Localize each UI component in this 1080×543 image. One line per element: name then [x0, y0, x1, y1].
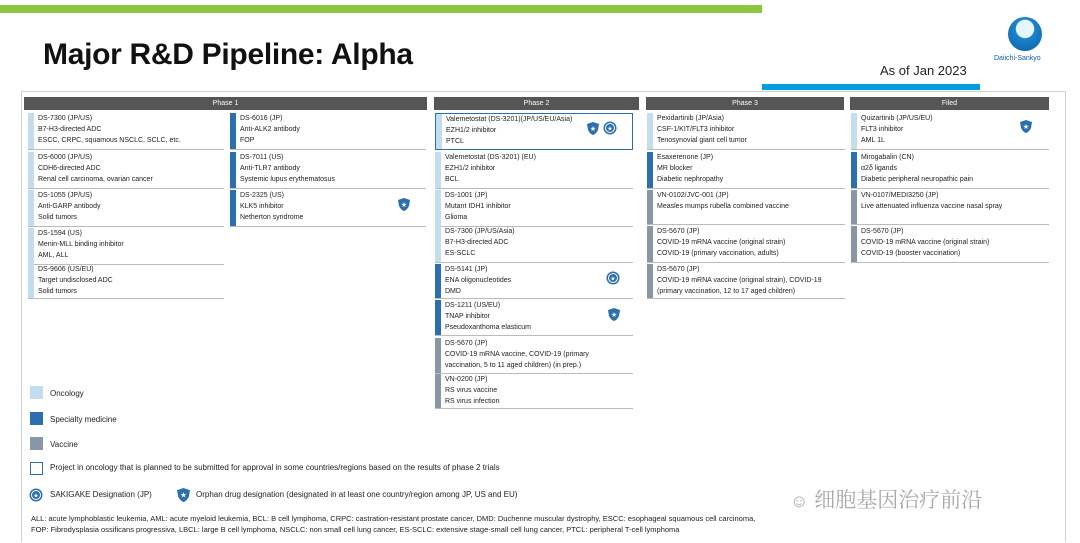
card-compound: Valemetostat (DS-3201)(JP/US/EU/Asia)	[446, 116, 573, 123]
sakigake-icon	[606, 271, 620, 285]
card-compound: VN-0102/JVC-001 (JP)	[657, 192, 729, 199]
top-green-bar	[0, 5, 762, 13]
card-compound: DS-2325 (US)	[240, 192, 284, 199]
card-mechanism: EZH1/2 inhibitor	[445, 165, 496, 172]
card-mechanism: COVID-19 mRNA vaccine (original strain)	[657, 239, 786, 246]
card-compound: Pexidartinib (JP/Asia)	[657, 115, 724, 122]
pipeline-card	[647, 113, 845, 150]
pipeline-card	[435, 300, 633, 336]
card-compound: DS-5670 (JP)	[861, 228, 904, 235]
card-mechanism: KLK5 inhibitor	[240, 203, 284, 210]
card-mechanism: Mutant IDH1 inhibitor	[445, 203, 511, 210]
phase1-header: Phase 1	[24, 97, 427, 110]
card-compound: DS-5670 (JP)	[657, 266, 700, 273]
card-compound: Esaxerenone (JP)	[657, 154, 714, 161]
card-compound: DS-5670 (JP)	[445, 340, 488, 347]
card-indication: AML 1L	[861, 137, 885, 144]
pipeline-card	[28, 228, 224, 265]
card-indication: Pseudoxanthoma elasticum	[445, 324, 531, 331]
pipeline-card	[647, 264, 845, 299]
orphan-drug-icon	[587, 122, 599, 135]
card-mechanism: Menin-MLL binding inhibitor	[38, 241, 124, 248]
pipeline-card	[230, 152, 426, 189]
pipeline-card	[647, 152, 845, 189]
pipeline-card	[851, 152, 1049, 189]
card-indication: Diabetic nephropathy	[657, 176, 724, 183]
svg-text:★: ★	[607, 126, 613, 133]
pipeline-card	[435, 338, 633, 374]
card-compound: DS-1211 (US/EU)	[445, 302, 501, 309]
card-indication: FOP	[240, 137, 255, 144]
svg-text:★: ★	[33, 493, 39, 500]
card-mechanism: RS virus vaccine	[445, 387, 498, 394]
pipeline-card	[435, 374, 633, 409]
card-mechanism: CSF-1/KIT/FLT3 inhibitor	[657, 126, 735, 133]
card-mechanism: COVID-19 mRNA vaccine (original strain), COVID-19 (primary vaccination, 12 to 17 aged children)	[657, 277, 822, 295]
legend-oncology-label: Oncology	[50, 389, 84, 398]
orphan-drug-icon	[608, 308, 620, 321]
pipeline-card	[28, 264, 224, 299]
pipeline-card	[28, 113, 224, 150]
pipeline-card-highlighted	[435, 113, 633, 150]
svg-text:★: ★	[400, 202, 408, 209]
card-compound: DS-7300 (JP/US)	[38, 115, 93, 122]
company-logo	[980, 5, 1080, 90]
card-mechanism: B7-H3-directed ADC	[445, 239, 509, 246]
pipeline-card	[230, 113, 426, 150]
svg-text:★: ★	[610, 276, 616, 283]
card-indication: COVID-19 (primary vaccination, adults)	[657, 250, 779, 257]
card-compound: Quizartinib (JP/US/EU)	[861, 115, 933, 122]
card-mechanism: ENA oligonucleotides	[445, 277, 512, 284]
legend-specialty-swatch	[30, 412, 43, 425]
card-compound: VN-0107/MEDI3250 (JP)	[861, 192, 939, 199]
legend-sakigake-icon	[29, 488, 43, 502]
card-compound: Mirogabalin (CN)	[861, 154, 914, 161]
card-compound: DS-5141 (JP)	[445, 266, 488, 273]
pipeline-card	[435, 264, 633, 299]
svg-text:★: ★	[610, 312, 618, 319]
legend-project-label: Project in oncology that is planned to be submitted for approval in some countries/regions based on the results of phase 2 trials	[50, 463, 500, 472]
card-mechanism: MR blocker	[657, 165, 693, 172]
logo-text: Daiichi-Sankyo	[994, 55, 1041, 62]
orphan-drug-icon	[1020, 120, 1032, 133]
abbreviations-line1: ALL: acute lymphoblastic leukemia, AML: acute myeloid leukemia, BCL: B cell lymphoma, CRPC: castration-resistant prostate cancer, DMD: Duchenne muscular dystrophy, ESCC: esophageal squamous cell carcinoma,	[31, 514, 756, 523]
top-blue-bar	[762, 84, 980, 90]
legend-vaccine-swatch	[30, 437, 43, 450]
page-title: Major R&D Pipeline: Alpha	[43, 38, 413, 71]
pipeline-card	[851, 113, 1049, 150]
card-compound: DS-5670 (JP)	[657, 228, 700, 235]
pipeline-card	[435, 152, 633, 189]
phase2-header: Phase 2	[434, 97, 639, 110]
card-indication: ES-SCLC	[445, 250, 476, 257]
card-compound: DS-1001 (JP)	[445, 192, 488, 199]
sakigake-icon	[603, 121, 617, 135]
card-indication: COVID-19 (booster vaccination)	[861, 250, 961, 257]
card-mechanism: EZH1/2 inhibitor	[446, 127, 497, 134]
as-of-date: As of Jan 2023	[880, 63, 967, 78]
pipeline-card	[851, 226, 1049, 263]
card-indication: Diabetic peripheral neuropathic pain	[861, 176, 974, 183]
card-indication: Systemic lupus erythematosus	[240, 176, 335, 183]
card-mechanism: COVID-19 mRNA vaccine, COVID-19 (primary vaccination, 5 to 11 aged children) (in prep.)	[445, 351, 589, 369]
pipeline-card	[230, 190, 426, 227]
watermark-text: 细胞基因治疗前沿	[814, 489, 983, 512]
card-mechanism: Live attenuated influenza vaccine nasal spray	[861, 203, 1003, 210]
logo-mark-icon	[1008, 17, 1042, 51]
svg-text:★: ★	[1022, 124, 1030, 131]
card-mechanism: TNAP inhibitor	[445, 313, 491, 320]
pipeline-card	[435, 190, 633, 227]
card-mechanism: Target undisclosed ADC	[38, 277, 113, 284]
abbreviations-line2: FOP: Fibrodysplasia ossificans progressiva, LBCL: large B cell lymphoma, NSCLC: non small cell lung cancer, ES-SCLC: extensive stage-small cell lung cancer, PTCL: peripheral T-cell lymphoma	[31, 525, 680, 534]
card-indication: ESCC, CRPC, squamous NSCLC, SCLC, etc.	[38, 137, 181, 144]
card-compound: DS-9606 (US/EU)	[38, 266, 94, 273]
pipeline-card	[851, 190, 1049, 225]
card-compound: DS-1594 (US)	[38, 230, 82, 237]
card-compound: Valemetostat (DS-3201) (EU)	[445, 154, 536, 161]
card-indication: PTCL	[446, 138, 464, 145]
card-mechanism: FLT3 inhibitor	[861, 126, 904, 133]
phase3-header: Phase 3	[646, 97, 844, 110]
card-indication: Solid tumors	[38, 288, 77, 295]
card-compound: DS-1055 (JP/US)	[38, 192, 93, 199]
pipeline-card	[28, 152, 224, 189]
card-mechanism: Anti-GARP antibody	[38, 203, 101, 210]
card-indication: RS virus infection	[445, 398, 500, 405]
card-compound: DS-7011 (US)	[240, 154, 284, 161]
pipeline-card	[647, 190, 845, 225]
legend-vaccine-label: Vaccine	[50, 440, 78, 449]
pipeline-card	[647, 226, 845, 263]
card-indication: Netherton syndrome	[240, 214, 304, 221]
card-mechanism: Anti-TLR7 antibody	[240, 165, 300, 172]
filed-header: Filed	[850, 97, 1049, 110]
card-indication: DMD	[445, 288, 461, 295]
svg-text:★: ★	[180, 490, 187, 500]
card-compound: VN-0200 (JP)	[445, 376, 488, 383]
legend-project-swatch	[30, 462, 43, 475]
pipeline-card	[435, 226, 633, 263]
card-mechanism: B7-H3-directed ADC	[38, 126, 102, 133]
card-compound: DS-7300 (JP/US/Asia)	[445, 228, 515, 235]
pipeline-card	[28, 190, 224, 227]
legend-oncology-swatch	[30, 386, 43, 399]
svg-text:★: ★	[589, 126, 597, 133]
wechat-icon: ☺	[790, 491, 809, 511]
card-mechanism: α2δ ligands	[861, 165, 897, 172]
card-indication: Solid tumors	[38, 214, 77, 221]
card-indication: BCL	[445, 176, 459, 183]
legend-orphan-icon	[177, 488, 190, 502]
orphan-drug-icon	[398, 198, 410, 211]
card-mechanism: Measles mumps rubella combined vaccine	[657, 203, 789, 210]
legend-specialty-label: Specialty medicine	[50, 415, 117, 424]
card-indication: Renal cell carcinoma, ovarian cancer	[38, 176, 153, 183]
card-indication: Glioma	[445, 214, 468, 221]
card-compound: DS-6016 (JP)	[240, 115, 283, 122]
card-indication: AML, ALL	[38, 252, 69, 259]
card-mechanism: Anti-ALK2 antibody	[240, 126, 300, 133]
legend-sakigake-label: SAKIGAKE Designation (JP)	[50, 490, 152, 499]
watermark	[790, 484, 982, 514]
card-indication: Tenosynovial giant cell tumor	[657, 137, 747, 144]
legend-orphan-label: Orphan drug designation (designated in at least one country/region among JP, US and EU)	[196, 490, 518, 499]
card-mechanism: CDH6-directed ADC	[38, 165, 101, 172]
card-compound: DS-6000 (JP/US)	[38, 154, 93, 161]
card-mechanism: COVID-19 mRNA vaccine (original strain)	[861, 239, 990, 246]
